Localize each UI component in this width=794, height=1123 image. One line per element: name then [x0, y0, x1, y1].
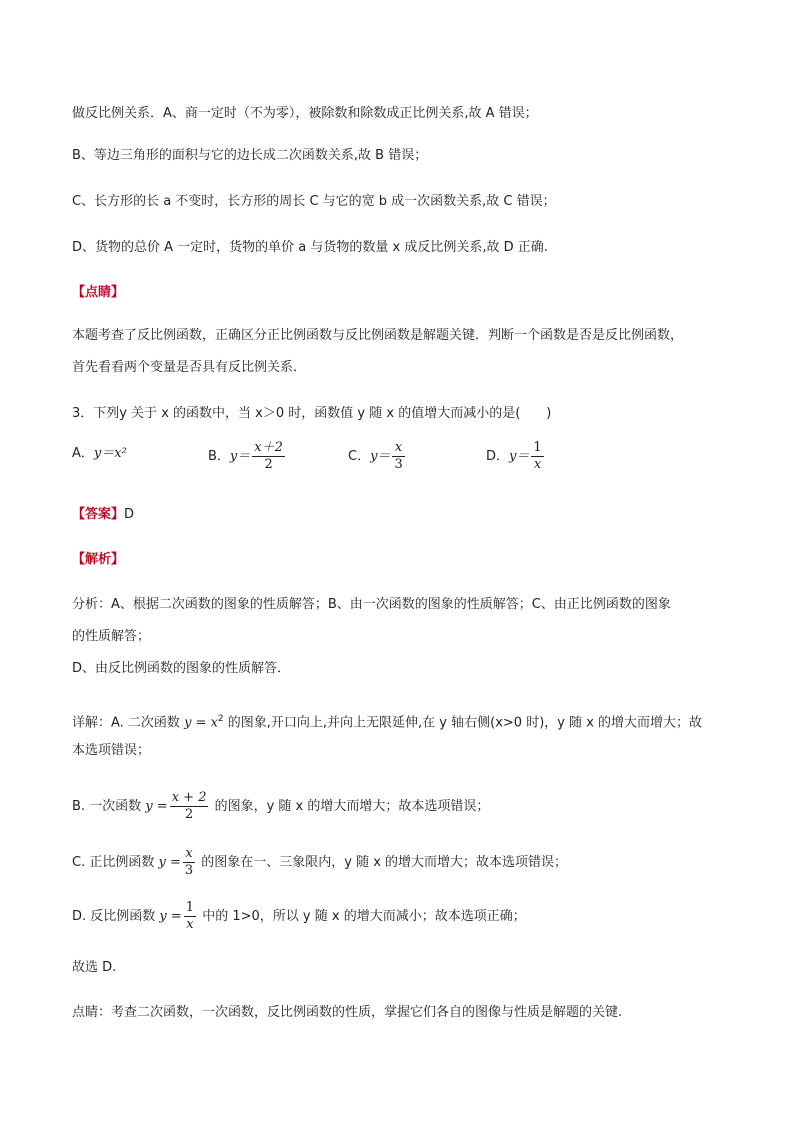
option-d-numerator: 1	[533, 440, 542, 455]
paragraph-option-a-explanation: 做反比例关系．A、商一定时（不为零），被除数和除数成正比例关系,故 A 错误；	[72, 106, 538, 121]
detail-c-lhs: y =	[158, 855, 181, 870]
paragraph-option-d-explanation: D、货物的总价 A 一定时，货物的单价 a 与货物的数量 x 成反比例关系,故 D 正确.	[72, 240, 548, 255]
analysis-fenxi-line-1: 分析：A、根据二次函数的图象的性质解答；B、由一次函数的图象的性质解答；C、由正比例函数的图象	[72, 597, 671, 612]
detail-b-denominator: 2	[184, 807, 194, 822]
detail-a-line-1	[72, 709, 702, 733]
detail-d-numerator: 1	[185, 900, 195, 915]
detail-c-numerator: x	[183, 846, 195, 863]
detail-c-line	[72, 846, 567, 879]
option-c	[348, 440, 407, 473]
detail-a-expression: y = x	[184, 715, 218, 731]
detail-a-exponent: 2	[217, 714, 224, 724]
option-a	[72, 444, 127, 464]
detail-b-suffix: 的图象，y 随 x 的增大而增大；故本选项错误；	[210, 799, 490, 814]
option-c-numerator: x	[392, 440, 404, 457]
detail-c-suffix: 的图象在一、三象限内，y 随 x 的增大而增大；故本选项错误；	[197, 855, 568, 870]
option-c-lhs: y＝	[370, 449, 391, 464]
option-a-label: A．	[72, 446, 94, 461]
option-d-lhs: y＝	[509, 449, 530, 464]
detail-a-prefix: 详解：A. 二次函数	[72, 715, 185, 731]
option-d-label: D．	[486, 449, 510, 464]
paragraph-option-b-explanation: B、等边三角形的面积与它的边长成二次函数关系,故 B 错误；	[72, 148, 428, 163]
option-d-fraction	[531, 440, 543, 473]
option-c-denominator: 3	[394, 457, 403, 472]
detail-d-fraction	[184, 900, 196, 933]
option-d-denominator: x	[533, 457, 542, 472]
detail-c-prefix: C. 正比例函数	[72, 855, 159, 870]
detail-b-line	[72, 790, 489, 823]
analysis-fenxi-line-3: D、由反比例函数的图象的性质解答．	[72, 661, 291, 676]
detail-d-suffix: 中的 1>0，所以 y 随 x 的增大而减小；故本选项正确；	[198, 909, 526, 924]
detail-d-lhs: y =	[159, 909, 182, 924]
option-a-expression: y＝x²	[93, 446, 127, 461]
option-b	[208, 440, 287, 473]
detail-a-suffix: 的图象,开口向上,并向上无限延伸,在 y 轴右侧(x>0 时)，y 随 x 的增大而增大；故	[223, 715, 703, 731]
option-b-denominator: 2	[264, 457, 273, 472]
detail-b-lhs: y =	[145, 799, 168, 814]
option-c-label: C．	[348, 449, 371, 464]
analysis-fenxi-line-2: 的性质解答；	[72, 629, 151, 644]
analysis-heading: 【解析】	[72, 552, 125, 567]
dianjing-heading: 【点睛】	[72, 285, 125, 300]
detail-b-numerator: x + 2	[171, 790, 207, 805]
paragraph-option-c-explanation: C、长方形的长 a 不变时，长方形的周长 C 与它的宽 b 成一次函数关系,故 C 错误；	[72, 194, 556, 209]
answer-heading: 【答案】	[72, 507, 125, 522]
dianjing-line-2: 首先看看两个变量是否具有反比例关系．	[72, 360, 307, 375]
option-b-lhs: y＝	[229, 449, 251, 464]
detail-b-fraction	[170, 790, 209, 823]
detail-c-fraction	[183, 846, 195, 879]
detail-b-prefix: B. 一次函数	[72, 799, 146, 814]
detail-c-denominator: 3	[184, 863, 194, 878]
question-stem: 3．下列y 关于 x 的函数中，当 x＞0 时，函数值 y 随 x 的值增大而减小的是( )	[72, 406, 552, 421]
conclusion: 故选 D.	[72, 960, 117, 975]
dianjing-summary: 点睛：考查二次函数，一次函数，反比例函数的性质，掌握它们各自的图像与性质是解题的关键.	[72, 1005, 623, 1020]
option-c-fraction	[392, 440, 404, 473]
dianjing-line-1: 本题考查了反比例函数，正确区分正比例函数与反比例函数是解题关键．判断一个函数是否是反比例函数，	[72, 328, 684, 343]
detail-d-denominator: x	[186, 917, 194, 932]
option-d	[486, 440, 546, 473]
option-b-fraction	[252, 440, 285, 473]
detail-d-line	[72, 900, 526, 933]
answer-value: D	[124, 507, 135, 522]
detail-d-prefix: D. 反比例函数	[72, 909, 160, 924]
option-b-numerator: x＋2	[254, 440, 283, 455]
answer-row	[72, 505, 134, 525]
option-b-label: B．	[208, 449, 230, 464]
detail-a-line-2: 本选项错误；	[72, 743, 151, 758]
